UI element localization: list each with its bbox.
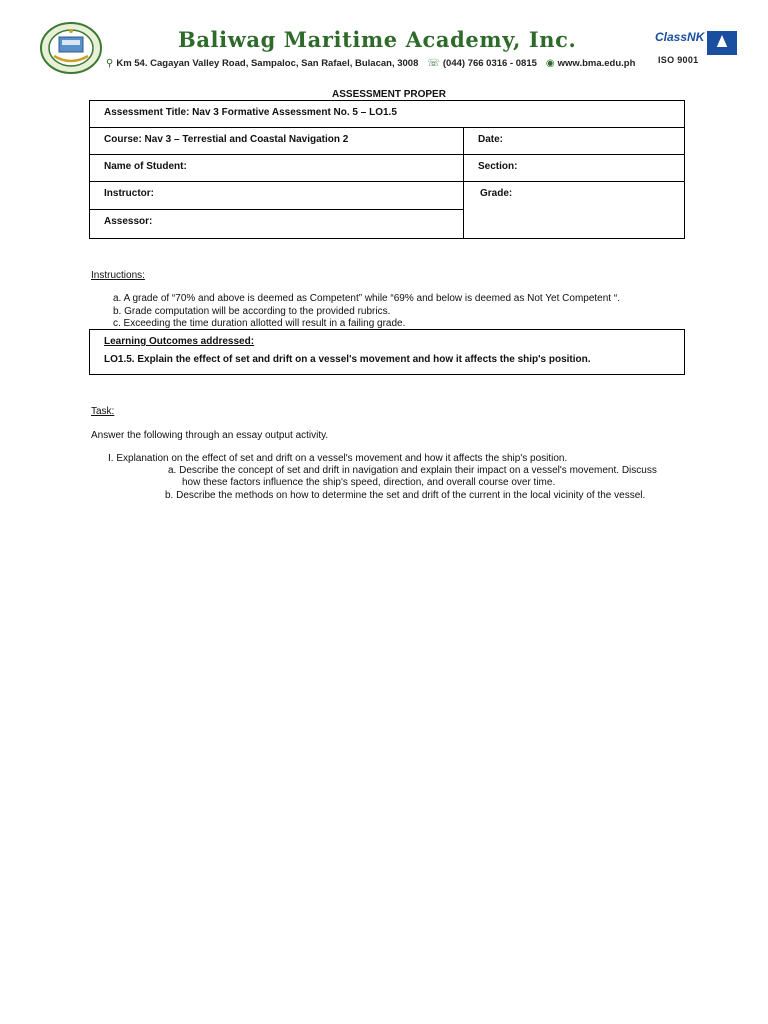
section-field: Section: (478, 161, 518, 172)
table-divider (90, 181, 684, 182)
assessment-title: Assessment Title: Nav 3 Formative Assessment No. 5 – LO1.5 (104, 107, 397, 118)
globe-icon: ◉ (545, 58, 555, 69)
classnk-cert-logo: ClassNK (655, 30, 705, 44)
learning-outcomes-label: Learning Outcomes addressed: (104, 336, 255, 347)
location-pin-icon: ⚲ (106, 58, 114, 69)
table-divider (90, 209, 463, 210)
instructions-list (113, 293, 620, 331)
task-item-a-continued: how these factors influence the ship's speed, direction, and overall course over time. (182, 477, 556, 488)
instruction-item: b. Grade computation will be according to the provided rubrics. (113, 305, 391, 317)
instruction-item: c. Exceeding the time duration allotted will result in a failing grade. (113, 318, 406, 329)
course-field: Course: Nav 3 – Terrestial and Coastal Navigation 2 (104, 134, 349, 145)
table-column-divider (463, 127, 464, 238)
date-field: Date: (478, 134, 504, 145)
jab-cert-logo (707, 31, 737, 55)
instructor-field: Instructor: (104, 188, 154, 199)
address-text: Km 54. Cagayan Valley Road, Sampaloc, San Rafael, Bulacan, 3008 (116, 58, 419, 69)
phone-icon: ☏ (427, 58, 440, 69)
assessor-field: Assessor: (104, 216, 153, 227)
learning-outcomes-box (89, 329, 685, 375)
academy-seal-logo (40, 22, 102, 74)
table-divider (90, 127, 684, 128)
learning-outcome-text: LO1.5. Explain the effect of set and drift on a vessel's movement and how it affects the ship's position. (104, 354, 591, 365)
task-item-i: I. Explanation on the effect of set and drift on a vessel's movement and how it affects the ship's position. (108, 453, 568, 464)
contact-row (106, 58, 635, 69)
website-link[interactable]: www.bma.edu.ph (557, 58, 636, 69)
phone-text: (044) 766 0316 - 0815 (442, 58, 537, 69)
page-heading: ASSESSMENT PROPER (332, 89, 446, 100)
task-intro: Answer the following through an essay output activity. (91, 430, 329, 441)
student-name-field: Name of Student: (104, 161, 187, 172)
task-label: Task: (91, 406, 115, 417)
task-item-b: b. Describe the methods on how to determine the set and drift of the current in the local vicinity of the vessel. (165, 490, 646, 501)
table-divider (90, 154, 684, 155)
iso-cert-label: ISO 9001 (658, 55, 699, 65)
grade-field: Grade: (480, 188, 513, 199)
task-item-a: a. Describe the concept of set and drift in navigation and explain their impact on a vessel's movement. Discuss (168, 465, 657, 476)
school-name: Baliwag Maritime Academy, Inc. (178, 27, 577, 52)
assessment-info-table (89, 100, 685, 239)
instruction-item: a. A grade of “70% and above is deemed as Competent” while “69% and below is deemed as Not Yet Competent “. (113, 293, 620, 304)
instructions-label: Instructions: (91, 270, 145, 281)
